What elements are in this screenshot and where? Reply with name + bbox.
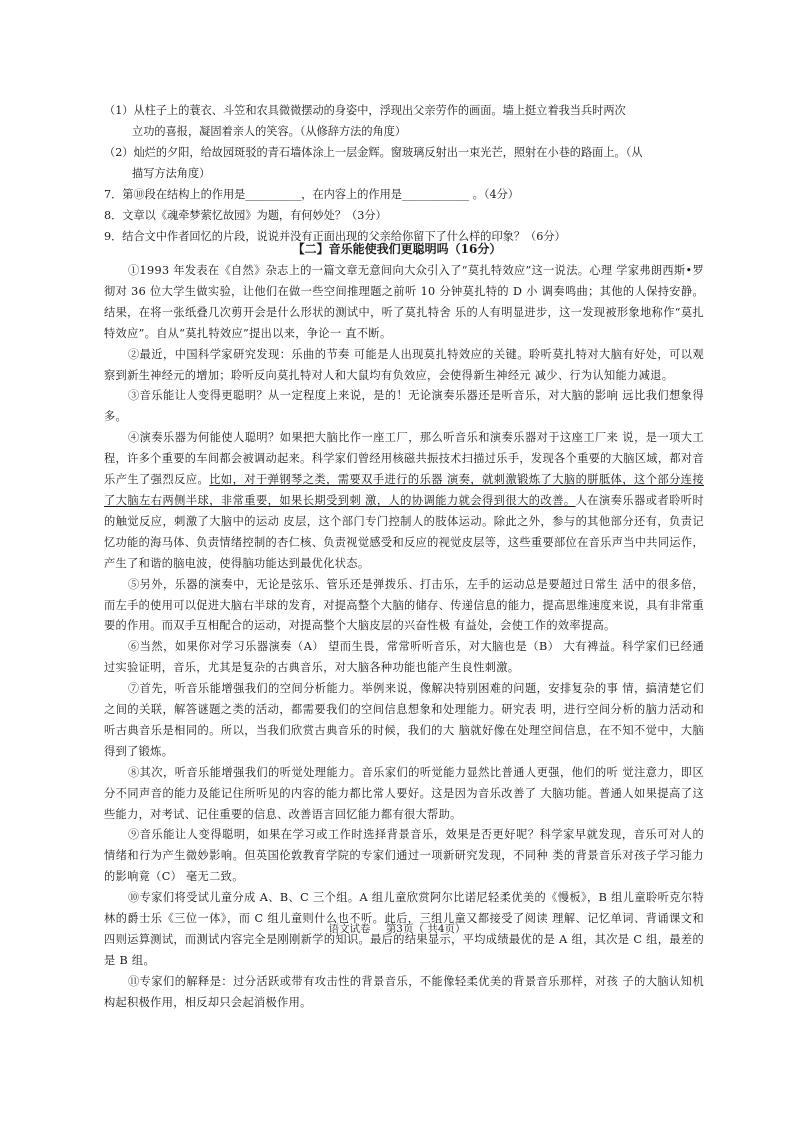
paragraph-9: ⑨音乐能让人变得聪明，如果在学习或工作时选择背景音乐，效果是否更好呢？科学家早就发现，音乐可对人的情绪和行为产生微妙影响。但英国伦敦教育学院的专家们通过一项新研究发现，不同种 类的背景音乐对孩子学习能力的影响竟（C） 毫无二致。 [104, 828, 704, 884]
question-7: 7．第⑩段在结构上的作用是__________，在内容上的作用是____________ 。（4分） [104, 188, 519, 201]
paragraph-4-underlined-sentence: 比如，对于弹钢琴之类，需要双手进行的乐器 演奏，就刺激锻炼了大脑的胼胝体，这个部分连接了大脑左右两侧半球，非常重要，如果长期受到刺 激，人的协调能力就会得到很大的改善。 [104, 473, 705, 507]
question-list [104, 100, 704, 247]
paragraph-7: ⑦首先，听音乐能增强我们的空间分析能力。举例来说，像解决特别困难的问题，安排复杂的事 情，搞清楚它们之间的关联，解答谜题之类的活动，都需要我们的空间信息想象和处理能力。研究表 明，进行空间分析的脑力活动和听古典音乐是相同的。所以，当我们欣赏古典音乐的时候，我们的大 脑就好像在处理空间信息，在不知不觉中，大脑得到了锻炼。 [104, 682, 704, 758]
question-6-1-line1: （1）从柱子上的蓑衣、斗笠和农具微微摆动的身姿中，浮现出父亲劳作的画面。墙上挺立着我当兵时两次 [104, 104, 626, 117]
paragraph-5: ⑤另外，乐器的演奏中，无论是弦乐、管乐还是弹拨乐、打击乐，左手的运动总是要超过日常生 活中的很多倍，而左手的使用可以促进大脑右半球的发育，对提高整个大脑的储存、传递信息的能力，提高思维速度来说，具有非常重要的作用。而双手互相配合的运动，对提高整个大脑皮层的兴奋性极 有益处，会使工作的效率提高。 [104, 577, 704, 633]
paragraph-4-part2: 人在演奏乐器或者聆听时的触觉反应，刺激了大脑中的运动 皮层，这个部门专门控制人的肢体运动。除此之外，参与的其他部分还有，负责记忆功能的海马体、负责情绪控制的杏仁核、负责视觉感受和反应的视觉皮层等，这些重要部位在音乐声当中共同运作，产生了和谐的脑电波，使得脑功能达到最优化状态。 [104, 493, 704, 570]
paragraph-6: ⑥当然，如果你对学习乐器演奏（A） 望而生畏，常常听听音乐，对大脑也是（B） 大有裨益。科学家们已经通过实验证明，音乐，尤其是复杂的古典音乐，对大脑各种功能也能产生良性刺激。 [104, 640, 704, 675]
paragraph-11: ⑪专家们的解释是：过分活跃或带有攻击性的背景音乐，不能像轻柔优美的背景音乐那样，对孩 子的大脑认知机构起积极作用，相反却只会起消极作用。 [104, 974, 704, 1009]
section-title: 【二】音乐能使我们更聪明吗（16分） [292, 242, 502, 256]
page-footer [0, 921, 794, 936]
question-8: 8．文章以《魂牵梦萦忆故园》为题，有何妙处？（3分） [104, 209, 387, 222]
question-6-2-line1: （2）灿烂的夕阳，给故园斑驳的青石墙体涂上一层金辉。窗玻璃反射出一束光芒，照射在小巷的路面上。（从 [104, 146, 643, 159]
question-9: 9．结合文中作者回忆的片段，说说并没有正面出现的父亲给你留下了什么样的印象？（6分） [104, 230, 566, 243]
question-6-1-line2: 立功的喜报，凝固着亲人的笑容。（从修辞方法的角度） [132, 125, 407, 138]
paragraph-1: ①1993 年发表在《自然》杂志上的一篇文章无意间向大众引入了“莫扎特效应”这一说法。心理 学家弗朗西斯•罗彻对 36 位大学生做实验，让他们在做一些空间推理题之前听 10 分钟莫扎特的 D 小 调奏鸣曲；其他的人保持安静。结果，在将一张纸叠几次剪开会是什么形状的测试中，听了莫扎特舍 乐的人有明显进步，这一发现被形象地称作“莫扎特效应”。自从“莫扎特效应”提出以来，争论一 直不断。 [104, 264, 704, 340]
question-6-2-line2: 描写方法角度） [132, 167, 211, 180]
paragraph-8: ⑧其次，听音乐能增强我们的听觉处理能力。音乐家们的听觉能力显然比普通人更强，他们的听 觉注意力，即区分不同声音的能力及能记住所听见的内容的能力都比常人要好。这是因为音乐改善了 大脑功能。普通人如果提高了这些能力，对考试、记住重要的信息、改善语言回忆能力都有很大帮助。 [104, 765, 704, 821]
paragraph-10: ⑩专家们将受试儿童分成 A、B、C 三个组。A 组儿童欣赏阿尔比诺尼轻柔优美的《慢板》，B 组儿童聆听克尔特林的爵士乐《三位一体》，而 C 组儿童则什么也不听。此后，三组儿童又都接受了阅读 理解、记忆单词、背诵课文和四则运算测试，而测试内容完全是刚刚新学的知识。最后的结果显示，平均成绩最优的是 A 组，其次是 C 组，最差的是 B 组。 [104, 891, 704, 967]
article-body [104, 261, 704, 1014]
paragraph-2: ②最近，中国科学家研究发现：乐曲的节奏 可能是人出现莫扎特效应的关键。聆听莫扎特对大脑有好处，可以观察到新生神经元的增加；聆听反向莫扎特对人和大鼠均有负效应，会使得新生神经元 减少、行为认知能力减退。 [104, 347, 704, 382]
paragraph-3: ③音乐能让人变得更聪明？从一定程度上来说，是的！无论演奏乐器还是听音乐，对大脑的影响 远比我们想象得多。 [104, 389, 704, 424]
footer-page-number: 第3页（ 共4页） [385, 923, 466, 935]
footer-subject: 语文试卷 [328, 923, 371, 935]
paragraph-4-part1: ④演奏乐器为何能使人聪明？如果把大脑比作一座工厂，那么听音乐和演奏乐器对于这座工厂来 说，是一项大工程，许多个重要的车间都会被调动起来。科学家们曾经用核磁共振技术扫描过乐手，发现各个重要的大脑区域，都对音乐产生了强烈反应。 [104, 431, 704, 487]
paragraph-4 [104, 428, 704, 574]
